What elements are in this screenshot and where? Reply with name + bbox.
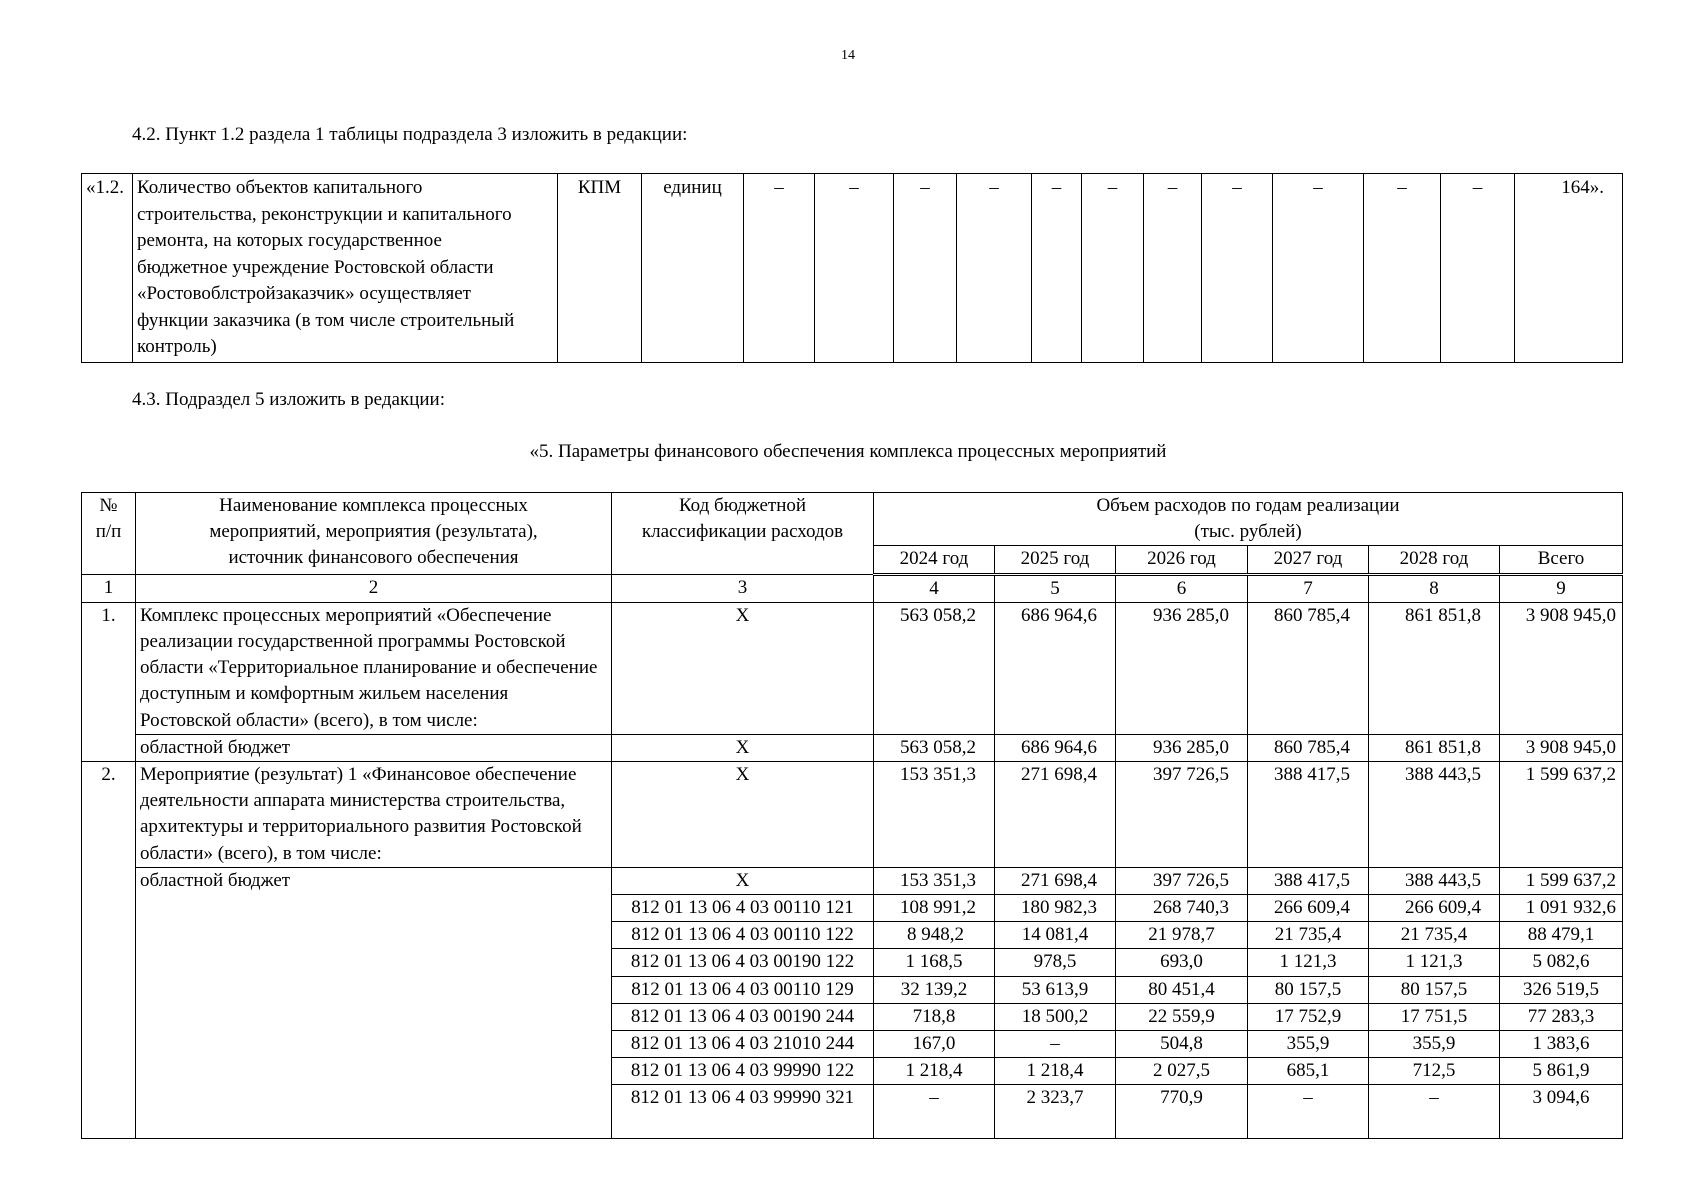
table-row xyxy=(82,734,1623,761)
row-value: 2 323,7 xyxy=(995,1085,1116,1139)
financing-table xyxy=(81,492,1623,1139)
column-number: 8 xyxy=(1369,574,1500,602)
header-code: Код бюджетной классификации расходов xyxy=(612,493,874,575)
indicator-last-value: 164». xyxy=(1515,174,1623,363)
row-total: 1 599 637,2 xyxy=(1500,762,1623,868)
row-total: 77 283,3 xyxy=(1500,1003,1623,1030)
row-value: 978,5 xyxy=(995,949,1116,976)
row-value: 1 168,5 xyxy=(874,949,995,976)
column-number: 6 xyxy=(1116,574,1248,602)
indicator-value-cell: – xyxy=(1082,174,1144,363)
column-number: 9 xyxy=(1500,574,1623,602)
row-value: 355,9 xyxy=(1369,1031,1500,1058)
row-value: 860 785,4 xyxy=(1248,602,1369,734)
row-number xyxy=(82,734,136,761)
column-number: 5 xyxy=(995,574,1116,602)
row-value: – xyxy=(874,1085,995,1139)
code-cell: 812 01 13 06 4 03 99990 122 xyxy=(612,1058,874,1085)
row-name: областной бюджет xyxy=(136,867,612,1139)
row-value: 271 698,4 xyxy=(995,762,1116,868)
row-value: 397 726,5 xyxy=(1116,867,1248,894)
header-year: 2027 год xyxy=(1248,546,1369,574)
indicator-value-cell: – xyxy=(1144,174,1202,363)
row-value: 167,0 xyxy=(874,1031,995,1058)
row-number: 2. xyxy=(82,762,136,1139)
row-value: 8 948,2 xyxy=(874,922,995,949)
header-row xyxy=(82,493,1623,546)
indicator-value-cell: – xyxy=(1273,174,1364,363)
row-name: Комплекс процессных мероприятий «Обеспечение реализации государственной программы Ростовской области «Территориальное планирование и обеспечение доступным и комфортным жильем населения Ростовской области» (всего), в том числе: xyxy=(136,602,612,734)
row-value: 53 613,9 xyxy=(995,976,1116,1003)
row-value: 1 121,3 xyxy=(1248,949,1369,976)
column-number: 2 xyxy=(136,574,612,602)
paragraph-4-2: 4.2. Пункт 1.2 раздела 1 таблицы подраздела 3 изложить в редакции: xyxy=(132,124,688,145)
column-number: 3 xyxy=(612,574,874,602)
code-cell: 812 01 13 06 4 03 00110 121 xyxy=(612,895,874,922)
row-value: 686 964,6 xyxy=(995,734,1116,761)
header-num: № п/п xyxy=(82,493,136,575)
row-number: 1. xyxy=(82,602,136,734)
row-value: 32 139,2 xyxy=(874,976,995,1003)
row-total: 88 479,1 xyxy=(1500,922,1623,949)
row-total: 1 091 932,6 xyxy=(1500,895,1623,922)
row-value: 718,8 xyxy=(874,1003,995,1030)
indicator-value-cell: – xyxy=(1441,174,1515,363)
row-value: 861 851,8 xyxy=(1369,602,1500,734)
row-value: 18 500,2 xyxy=(995,1003,1116,1030)
row-name: Мероприятие (результат) 1 «Финансовое обеспечение деятельности аппарата министерства строительства, архитектуры и территориального развития Ростовской области» (всего), в том числе: xyxy=(136,762,612,868)
row-total: 1 599 637,2 xyxy=(1500,867,1623,894)
row-name: областной бюджет xyxy=(136,734,612,761)
column-numbers-row xyxy=(82,574,1623,602)
row-total: 326 519,5 xyxy=(1500,976,1623,1003)
row-value: 80 451,4 xyxy=(1116,976,1248,1003)
row-value: 153 351,3 xyxy=(874,867,995,894)
row-total: 5 082,6 xyxy=(1500,949,1623,976)
row-value: – xyxy=(1369,1085,1500,1139)
row-value: 180 982,3 xyxy=(995,895,1116,922)
row-value: 268 740,3 xyxy=(1116,895,1248,922)
column-number: 7 xyxy=(1248,574,1369,602)
indicator-table xyxy=(81,173,1623,363)
table-row xyxy=(82,762,1623,868)
row-value: 14 081,4 xyxy=(995,922,1116,949)
indicator-value-cell: – xyxy=(1202,174,1273,363)
indicator-name: Количество объектов капитального строительства, реконструкции и капитального ремонта, на которых государственное бюджетное учреждение Ростовской области «Ростовоблстройзаказчик» осуществляет функции заказчика (в том числе строительный контроль) xyxy=(133,174,558,363)
row-value: 22 559,9 xyxy=(1116,1003,1248,1030)
row-value: 685,1 xyxy=(1248,1058,1369,1085)
row-value: 936 285,0 xyxy=(1116,734,1248,761)
row-total: 3 908 945,0 xyxy=(1500,602,1623,734)
table-row xyxy=(82,867,1623,894)
table-row xyxy=(82,602,1623,734)
row-total: 3 908 945,0 xyxy=(1500,734,1623,761)
row-value: 2 027,5 xyxy=(1116,1058,1248,1085)
code-cell: 812 01 13 06 4 03 99990 321 xyxy=(612,1085,874,1139)
indicator-value-cell: – xyxy=(1364,174,1441,363)
row-value: 1 218,4 xyxy=(874,1058,995,1085)
row-total: 3 094,6 xyxy=(1500,1085,1623,1139)
row-total: 1 383,6 xyxy=(1500,1031,1623,1058)
code-cell: 812 01 13 06 4 03 21010 244 xyxy=(612,1031,874,1058)
row-value: 80 157,5 xyxy=(1248,976,1369,1003)
row-value: 712,5 xyxy=(1369,1058,1500,1085)
row-value: 770,9 xyxy=(1116,1085,1248,1139)
row-value: 563 058,2 xyxy=(874,734,995,761)
indicator-number: «1.2. xyxy=(82,174,133,363)
row-value: 266 609,4 xyxy=(1248,895,1369,922)
paragraph-4-3: 4.3. Подраздел 5 изложить в редакции: xyxy=(132,389,445,410)
indicator-value-cell: – xyxy=(894,174,957,363)
row-value: 388 443,5 xyxy=(1369,867,1500,894)
row-value: 1 218,4 xyxy=(995,1058,1116,1085)
header-name: Наименование комплекса процессных мероприятий, мероприятия (результата), источник финансового обеспечения xyxy=(136,493,612,575)
indicator-unit: единиц xyxy=(642,174,744,363)
row-value: 17 752,9 xyxy=(1248,1003,1369,1030)
row-value: 21 978,7 xyxy=(1116,922,1248,949)
row-value: 1 121,3 xyxy=(1369,949,1500,976)
row-value: 693,0 xyxy=(1116,949,1248,976)
page-number: 14 xyxy=(841,48,855,63)
row-value: 563 058,2 xyxy=(874,602,995,734)
row-value: 686 964,6 xyxy=(995,602,1116,734)
header-total: Всего xyxy=(1500,546,1623,574)
row-value: 21 735,4 xyxy=(1248,922,1369,949)
row-code: Х xyxy=(612,734,874,761)
row-code: Х xyxy=(612,762,874,868)
row-value: 108 991,2 xyxy=(874,895,995,922)
column-number: 1 xyxy=(82,574,136,602)
row-code: Х xyxy=(612,867,874,894)
row-value: 388 417,5 xyxy=(1248,867,1369,894)
indicator-value-cell: – xyxy=(1032,174,1082,363)
code-cell: 812 01 13 06 4 03 00110 129 xyxy=(612,976,874,1003)
column-number: 4 xyxy=(874,574,995,602)
header-year: 2025 год xyxy=(995,546,1116,574)
code-cell: 812 01 13 06 4 03 00190 122 xyxy=(612,949,874,976)
header-volume: Объем расходов по годам реализации (тыс. рублей) xyxy=(874,493,1623,546)
row-value: 388 417,5 xyxy=(1248,762,1369,868)
row-value: 271 698,4 xyxy=(995,867,1116,894)
row-value: 266 609,4 xyxy=(1369,895,1500,922)
header-year: 2024 год xyxy=(874,546,995,574)
indicator-row xyxy=(82,174,1623,363)
indicator-value-cell: – xyxy=(957,174,1032,363)
row-value: 936 285,0 xyxy=(1116,602,1248,734)
header-year: 2026 год xyxy=(1116,546,1248,574)
row-value: 860 785,4 xyxy=(1248,734,1369,761)
row-value: 80 157,5 xyxy=(1369,976,1500,1003)
indicator-value-cell: – xyxy=(815,174,894,363)
row-value: 504,8 xyxy=(1116,1031,1248,1058)
row-value: 355,9 xyxy=(1248,1031,1369,1058)
row-total: 5 861,9 xyxy=(1500,1058,1623,1085)
indicator-value-cell: – xyxy=(744,174,815,363)
row-code: Х xyxy=(612,602,874,734)
row-value: 861 851,8 xyxy=(1369,734,1500,761)
row-value: 153 351,3 xyxy=(874,762,995,868)
row-value: 397 726,5 xyxy=(1116,762,1248,868)
row-value: 388 443,5 xyxy=(1369,762,1500,868)
code-cell: 812 01 13 06 4 03 00110 122 xyxy=(612,922,874,949)
code-cell: 812 01 13 06 4 03 00190 244 xyxy=(612,1003,874,1030)
row-value: – xyxy=(995,1031,1116,1058)
row-value: 17 751,5 xyxy=(1369,1003,1500,1030)
section-title: «5. Параметры финансового обеспечения комплекса процессных мероприятий xyxy=(529,441,1167,462)
row-value: 21 735,4 xyxy=(1369,922,1500,949)
indicator-type: КПМ xyxy=(558,174,642,363)
header-year: 2028 год xyxy=(1369,546,1500,574)
row-value: – xyxy=(1248,1085,1369,1139)
